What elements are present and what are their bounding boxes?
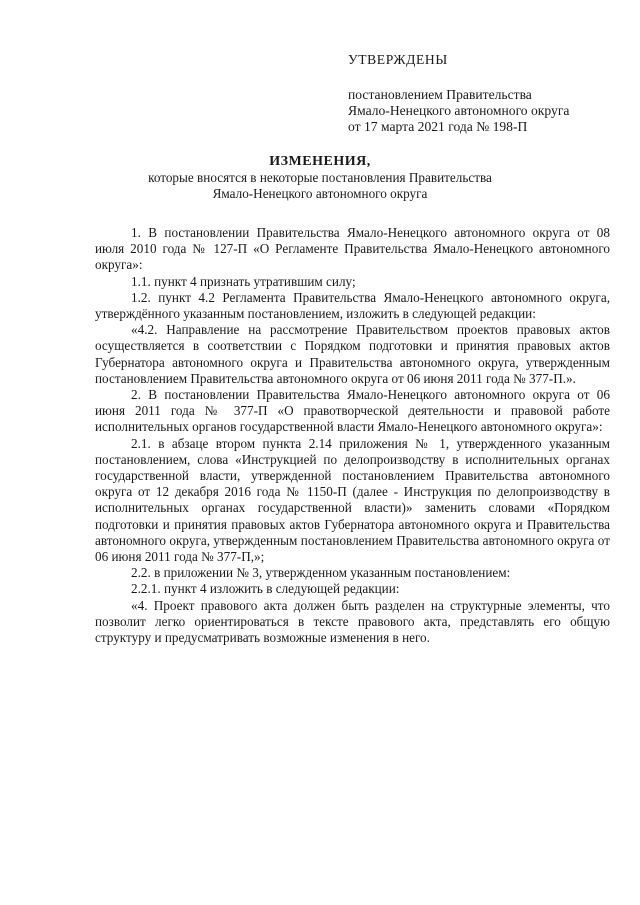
paragraph: 2.2.1. пункт 4 изложить в следующей редакции: [131, 581, 400, 597]
approval-line: от 17 марта 2021 года № 198-П [348, 119, 528, 134]
document-subtitle-line: которые вносятся в некоторые постановления Правительства [148, 170, 492, 185]
document-subtitle-line: Ямало-Ненецкого автономного округа [212, 186, 428, 201]
paragraph: 2.1. в абзаце втором пункта 2.14 приложения № 1, утвержденного указанным постановлением, слова «Инструкцией по делопроизводству в исполнительных органах государственной власти, утвержденной постановлением Правительства автономного округа от 12 декабря 2016 года № 1150-П (далее - Инструкция по делопроизводству в исполнительных органах государственной власти)» заменить словами «Порядком подготовки и принятия правовых актов Губернатора автономного округа и Правительства автономного округа, утвержденным постановлением Правительства автономного округа от 06 июня 2011 года № 377-П,»; [95, 435, 610, 565]
paragraph: 2. В постановлении Правительства Ямало-Ненецкого автономного округа от 06 июня 2011 года № 377-П «О правотворческой деятельности и правовой работе исполнительных органов государственной власти Ямало-Ненецкого автономного округа»: [95, 387, 610, 435]
approval-block [348, 52, 618, 135]
paragraph: 1.1. пункт 4 признать утратившим силу; [131, 273, 356, 289]
document-heading [0, 153, 640, 202]
approval-line: Ямало-Ненецкого автономного округа [348, 103, 570, 118]
document-body [95, 225, 610, 646]
approval-stamp: УТВЕРЖДЕНЫ [348, 52, 448, 67]
paragraph: 1.2. пункт 4.2 Регламента Правительства Ямало-Ненецкого автономного округа, утверждённого указанным постановлением, изложить в следующей редакции: [95, 289, 610, 322]
document-title: ИЗМЕНЕНИЯ, [269, 154, 371, 169]
paragraph: 1. В постановлении Правительства Ямало-Ненецкого автономного округа от 08 июля 2010 года № 127-П «О Регламенте Правительства Ямало-Ненецкого автономного округа»: [95, 225, 610, 273]
paragraph: «4.2. Направление на рассмотрение Правительством проектов правовых актов осуществляется в соответствии с Порядком подготовки и принятия правовых актов Губернатора автономного округа и Правительства автономного округа, утвержденным постановлением Правительства автономного округа от 06 июня 2011 года № 377-П.». [95, 322, 610, 386]
approval-line: постановлением Правительства [348, 87, 532, 102]
paragraph: «4. Проект правового акта должен быть разделен на структурные элементы, что позволит легко ориентироваться в тексте правового акта, представлять его общую структуру и предусматривать возможные изменения в него. [95, 597, 610, 646]
paragraph: 2.2. в приложении № 3, утвержденном указанным постановлением: [131, 565, 511, 581]
